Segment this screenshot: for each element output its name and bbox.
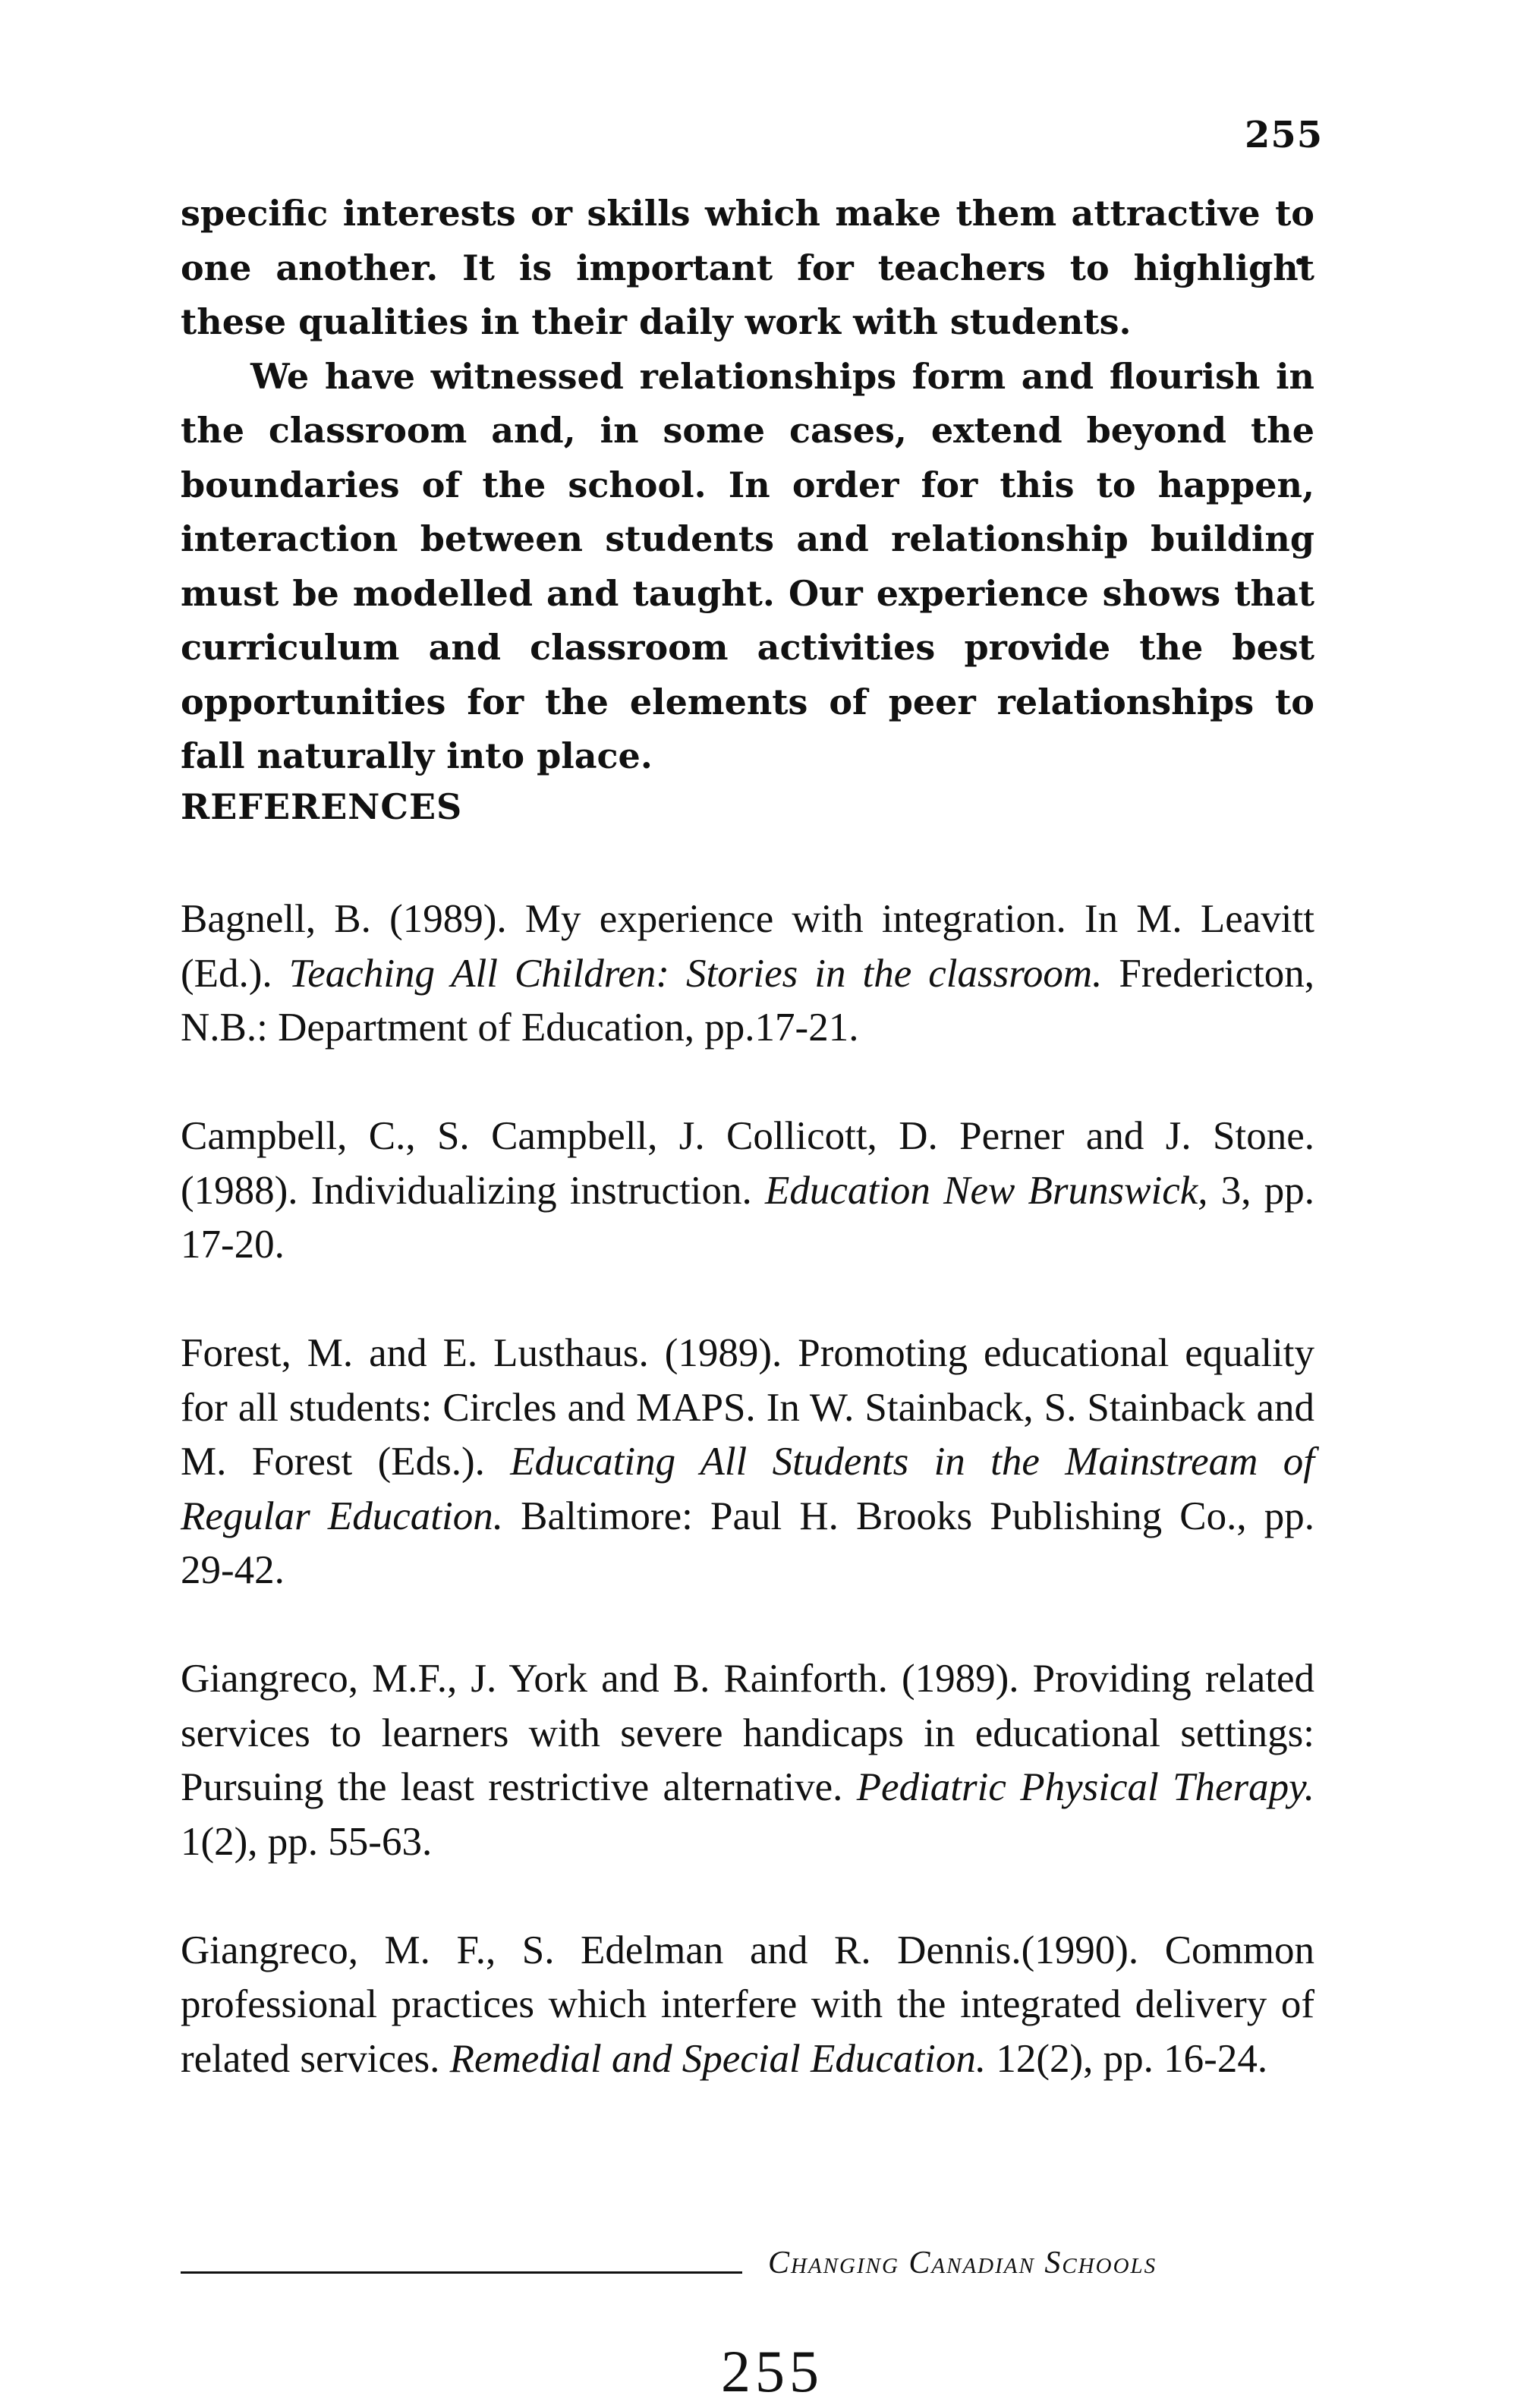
reference-title: Pediatric Physical Therapy. bbox=[856, 1765, 1314, 1809]
footer-journal-title: Changing Canadian Schools bbox=[768, 2246, 1157, 2281]
reference-title: Education New Brunswick, bbox=[765, 1168, 1208, 1213]
reference-item: Campbell, C., S. Campbell, J. Collicott, D. Perner and J. Stone. (1988). Individualizing instruction. Education New Brunswick, 3, pp. 17-20. bbox=[181, 1114, 1315, 1267]
references-heading: REFERENCES bbox=[181, 786, 463, 827]
reference-title: Educating All Students in the Mainstream of Regular Education. bbox=[181, 1440, 1314, 1538]
page-number-footer: 255 bbox=[721, 2338, 823, 2404]
body-paragraph-1: specific interests or skills which make them attractive to one another. It is important for teachers to highlight these qualities in their daily work with students. bbox=[181, 193, 1314, 342]
reference-title: Teaching All Children: Stories in the classroom. bbox=[288, 951, 1103, 996]
reference-item: Giangreco, M. F., S. Edelman and R. Dennis.(1990). Common professional practices which interfere with the integrated delivery of related services. Remedial and Special Education. 12(2), pp. 16-24. bbox=[181, 1928, 1314, 2081]
reference-item: Forest, M. and E. Lusthaus. (1989). Promoting educational equality for all students: Circles and MAPS. In W. Stainback, S. Stainback and M. Forest (Eds.). Educating All Students in the Mainstream of Regular Education. Baltimore: Paul H. Brooks Publishing Co., pp. 29-42. bbox=[181, 1331, 1314, 1592]
footer-rule bbox=[181, 2271, 742, 2274]
reference-item: Bagnell, B. (1989). My experience with integration. In M. Leavitt (Ed.). Teaching All Children: Stories in the classroom. Fredericton, N.B.: Department of Education, pp.17-21. bbox=[181, 897, 1314, 1050]
reference-list bbox=[181, 892, 1314, 2141]
reference-item: Giangreco, M.F., J. York and B. Rainforth. (1989). Providing related services to learners with severe handicaps in educational settings: Pursuing the least restrictive alternative. Pediatric Physical Therapy. 1(2), pp. 55-63. bbox=[181, 1657, 1314, 1864]
body-text bbox=[181, 187, 1314, 784]
body-paragraph-2: We have witnessed relationships form and flourish in the classroom and, in some cases, extend beyond the boundaries of the school. In order for this to happen, interaction between students and relationship building must be modelled and taught. Our experience shows that curriculum and classroom activities provide the best opportunities for the elements of peer relationships to fall naturally into place. bbox=[181, 355, 1314, 776]
reference-title: Remedial and Special Education. bbox=[449, 2036, 987, 2081]
page-number-header: 255 bbox=[1245, 114, 1324, 156]
